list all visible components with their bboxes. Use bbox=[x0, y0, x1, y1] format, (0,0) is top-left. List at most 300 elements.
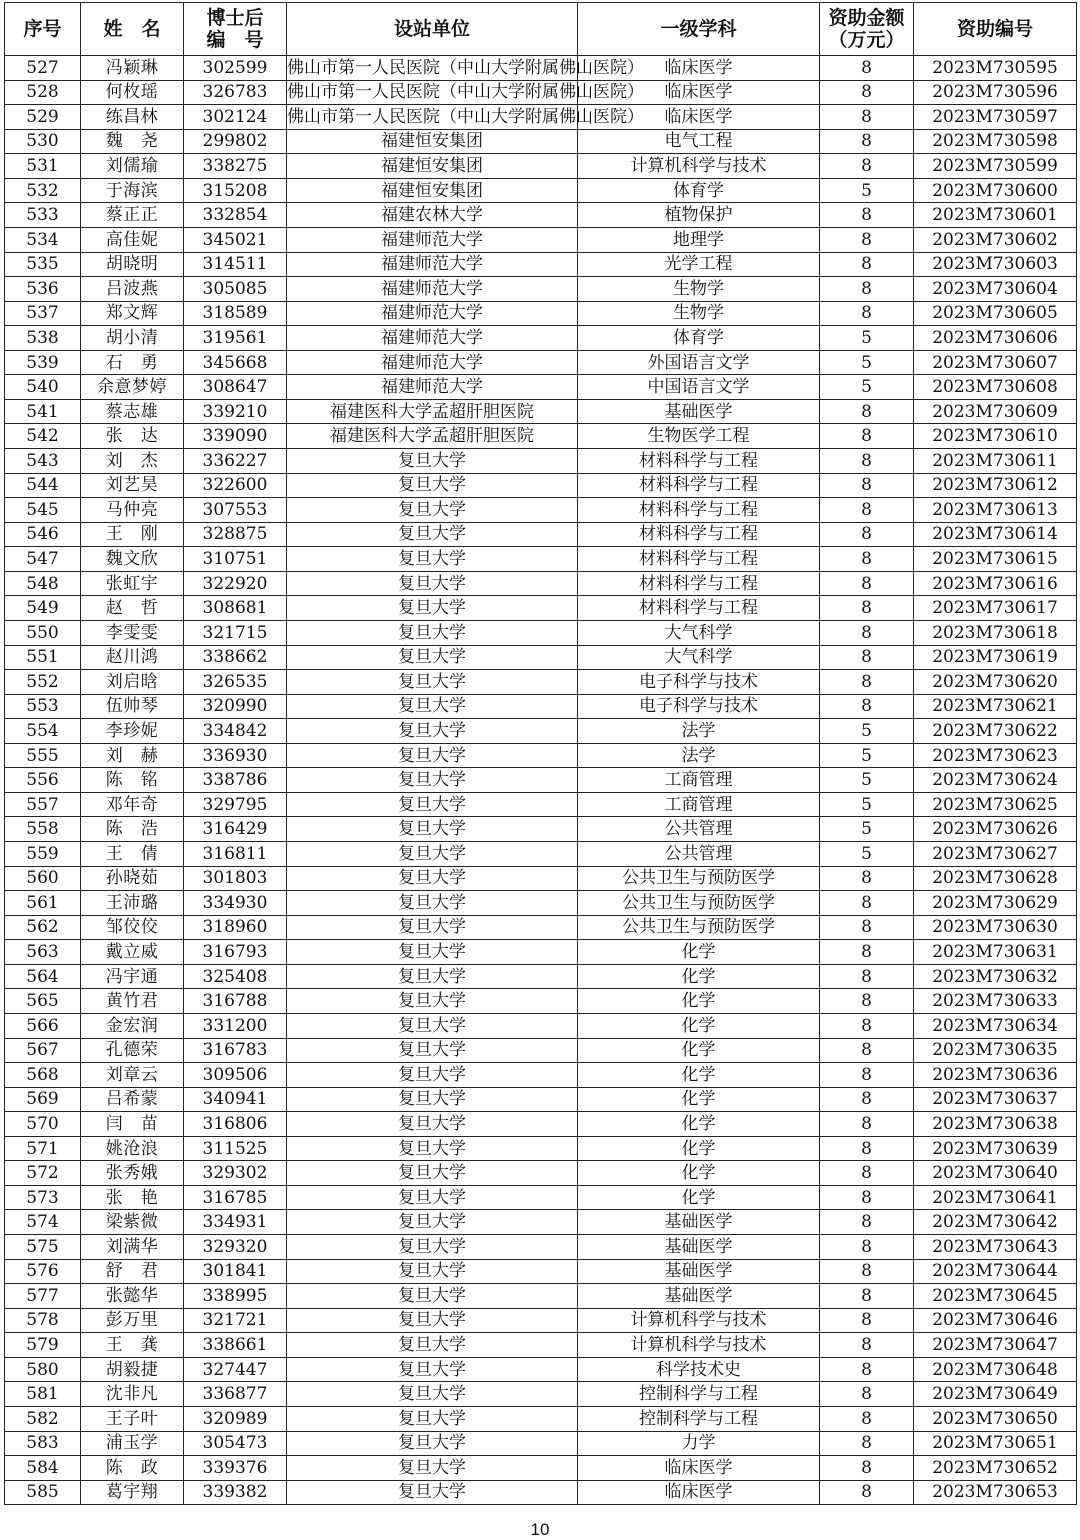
cell-unit: 复旦大学 bbox=[287, 1013, 578, 1038]
cell-discipline: 大气科学 bbox=[578, 645, 820, 670]
table-row bbox=[5, 1357, 1077, 1382]
cell-discipline: 临床医学 bbox=[578, 56, 820, 81]
cell-discipline: 生物学 bbox=[578, 277, 820, 302]
cell-name: 王 倩 bbox=[81, 842, 184, 867]
cell-name: 王 刚 bbox=[81, 522, 184, 547]
cell-discipline: 基础医学 bbox=[578, 1259, 820, 1284]
table-row bbox=[5, 1480, 1077, 1505]
table-row bbox=[5, 620, 1077, 645]
table-row bbox=[5, 1013, 1077, 1038]
cell-seq: 539 bbox=[5, 350, 81, 375]
cell-amount: 8 bbox=[820, 1308, 914, 1333]
cell-seq: 544 bbox=[5, 473, 81, 498]
table-row bbox=[5, 154, 1077, 179]
cell-unit: 福建师范大学 bbox=[287, 326, 578, 351]
cell-unit: 复旦大学 bbox=[287, 1382, 578, 1407]
cell-postdoc-id: 318960 bbox=[184, 915, 287, 940]
cell-amount: 8 bbox=[820, 498, 914, 523]
table-row bbox=[5, 596, 1077, 621]
cell-seq: 570 bbox=[5, 1112, 81, 1137]
cell-name: 孙晓茹 bbox=[81, 866, 184, 891]
cell-discipline: 体育学 bbox=[578, 326, 820, 351]
cell-discipline: 公共管理 bbox=[578, 842, 820, 867]
table-row bbox=[5, 1235, 1077, 1260]
cell-amount: 8 bbox=[820, 547, 914, 572]
cell-funding-id: 2023M730642 bbox=[914, 1210, 1077, 1235]
cell-funding-id: 2023M730647 bbox=[914, 1333, 1077, 1358]
cell-unit: 复旦大学 bbox=[287, 964, 578, 989]
cell-discipline: 基础医学 bbox=[578, 1284, 820, 1309]
roster-body bbox=[5, 56, 1077, 1505]
cell-name: 冯宇通 bbox=[81, 964, 184, 989]
cell-discipline: 化学 bbox=[578, 1185, 820, 1210]
cell-seq: 560 bbox=[5, 866, 81, 891]
table-row bbox=[5, 645, 1077, 670]
cell-postdoc-id: 318589 bbox=[184, 301, 287, 326]
cell-unit: 复旦大学 bbox=[287, 1333, 578, 1358]
cell-name: 胡毅捷 bbox=[81, 1357, 184, 1382]
cell-postdoc-id: 321721 bbox=[184, 1308, 287, 1333]
cell-discipline: 法学 bbox=[578, 719, 820, 744]
funding-roster-table bbox=[4, 2, 1077, 1505]
cell-amount: 5 bbox=[820, 743, 914, 768]
cell-seq: 535 bbox=[5, 252, 81, 277]
cell-funding-id: 2023M730636 bbox=[914, 1063, 1077, 1088]
table-row bbox=[5, 768, 1077, 793]
cell-unit: 复旦大学 bbox=[287, 1431, 578, 1456]
table-row bbox=[5, 1406, 1077, 1431]
cell-name: 陈 铭 bbox=[81, 768, 184, 793]
cell-postdoc-id: 322920 bbox=[184, 571, 287, 596]
cell-unit: 佛山市第一人民医院（中山大学附属佛山医院） bbox=[287, 80, 578, 105]
cell-seq: 572 bbox=[5, 1161, 81, 1186]
cell-postdoc-id: 316783 bbox=[184, 1038, 287, 1063]
cell-discipline: 大气科学 bbox=[578, 620, 820, 645]
table-row bbox=[5, 792, 1077, 817]
cell-seq: 551 bbox=[5, 645, 81, 670]
cell-name: 马仲亮 bbox=[81, 498, 184, 523]
cell-name: 何枚瑶 bbox=[81, 80, 184, 105]
cell-amount: 8 bbox=[820, 80, 914, 105]
cell-name: 金宏润 bbox=[81, 1013, 184, 1038]
cell-amount: 8 bbox=[820, 1284, 914, 1309]
cell-name: 魏文欣 bbox=[81, 547, 184, 572]
cell-funding-id: 2023M730630 bbox=[914, 915, 1077, 940]
cell-amount: 8 bbox=[820, 866, 914, 891]
cell-amount: 8 bbox=[820, 989, 914, 1014]
cell-funding-id: 2023M730607 bbox=[914, 350, 1077, 375]
cell-unit: 复旦大学 bbox=[287, 866, 578, 891]
cell-postdoc-id: 338275 bbox=[184, 154, 287, 179]
table-row bbox=[5, 80, 1077, 105]
header-seq: 序号 bbox=[5, 3, 81, 56]
cell-name: 戴立威 bbox=[81, 940, 184, 965]
cell-funding-id: 2023M730605 bbox=[914, 301, 1077, 326]
cell-postdoc-id: 329302 bbox=[184, 1161, 287, 1186]
cell-unit: 福建师范大学 bbox=[287, 277, 578, 302]
cell-postdoc-id: 321715 bbox=[184, 620, 287, 645]
cell-discipline: 生物医学工程 bbox=[578, 424, 820, 449]
cell-unit: 复旦大学 bbox=[287, 1357, 578, 1382]
cell-postdoc-id: 345021 bbox=[184, 227, 287, 252]
cell-amount: 8 bbox=[820, 1480, 914, 1505]
cell-postdoc-id: 339382 bbox=[184, 1480, 287, 1505]
cell-funding-id: 2023M730629 bbox=[914, 891, 1077, 916]
table-row bbox=[5, 1038, 1077, 1063]
cell-name: 姚沧浪 bbox=[81, 1136, 184, 1161]
cell-amount: 8 bbox=[820, 1406, 914, 1431]
cell-amount: 8 bbox=[820, 1136, 914, 1161]
cell-funding-id: 2023M730627 bbox=[914, 842, 1077, 867]
cell-name: 刘儒瑜 bbox=[81, 154, 184, 179]
table-row bbox=[5, 1112, 1077, 1137]
cell-funding-id: 2023M730615 bbox=[914, 547, 1077, 572]
cell-name: 王沛璐 bbox=[81, 891, 184, 916]
table-row bbox=[5, 375, 1077, 400]
cell-discipline: 电子科学与技术 bbox=[578, 694, 820, 719]
cell-name: 舒 君 bbox=[81, 1259, 184, 1284]
table-row bbox=[5, 743, 1077, 768]
cell-seq: 573 bbox=[5, 1185, 81, 1210]
cell-seq: 563 bbox=[5, 940, 81, 965]
table-row bbox=[5, 1136, 1077, 1161]
cell-funding-id: 2023M730641 bbox=[914, 1185, 1077, 1210]
cell-amount: 8 bbox=[820, 277, 914, 302]
cell-amount: 5 bbox=[820, 719, 914, 744]
cell-amount: 5 bbox=[820, 817, 914, 842]
cell-postdoc-id: 314511 bbox=[184, 252, 287, 277]
cell-unit: 复旦大学 bbox=[287, 547, 578, 572]
cell-amount: 5 bbox=[820, 350, 914, 375]
cell-unit: 复旦大学 bbox=[287, 1112, 578, 1137]
cell-name: 练昌林 bbox=[81, 105, 184, 130]
cell-amount: 8 bbox=[820, 1357, 914, 1382]
cell-funding-id: 2023M730652 bbox=[914, 1456, 1077, 1481]
table-row bbox=[5, 817, 1077, 842]
cell-discipline: 临床医学 bbox=[578, 1456, 820, 1481]
cell-discipline: 工商管理 bbox=[578, 792, 820, 817]
cell-funding-id: 2023M730651 bbox=[914, 1431, 1077, 1456]
cell-postdoc-id: 302124 bbox=[184, 105, 287, 130]
cell-funding-id: 2023M730612 bbox=[914, 473, 1077, 498]
cell-name: 陈 政 bbox=[81, 1456, 184, 1481]
cell-amount: 5 bbox=[820, 178, 914, 203]
cell-seq: 555 bbox=[5, 743, 81, 768]
cell-postdoc-id: 326783 bbox=[184, 80, 287, 105]
table-row bbox=[5, 1185, 1077, 1210]
table-row bbox=[5, 522, 1077, 547]
cell-amount: 8 bbox=[820, 1161, 914, 1186]
cell-unit: 复旦大学 bbox=[287, 1185, 578, 1210]
cell-postdoc-id: 308681 bbox=[184, 596, 287, 621]
cell-seq: 567 bbox=[5, 1038, 81, 1063]
cell-discipline: 化学 bbox=[578, 964, 820, 989]
cell-discipline: 植物保护 bbox=[578, 203, 820, 228]
table-row bbox=[5, 326, 1077, 351]
table-row bbox=[5, 203, 1077, 228]
cell-seq: 569 bbox=[5, 1087, 81, 1112]
cell-amount: 8 bbox=[820, 670, 914, 695]
cell-discipline: 基础医学 bbox=[578, 1235, 820, 1260]
cell-discipline: 材料科学与工程 bbox=[578, 596, 820, 621]
cell-postdoc-id: 339090 bbox=[184, 424, 287, 449]
cell-unit: 复旦大学 bbox=[287, 743, 578, 768]
cell-unit: 复旦大学 bbox=[287, 596, 578, 621]
cell-funding-id: 2023M730648 bbox=[914, 1357, 1077, 1382]
cell-seq: 575 bbox=[5, 1235, 81, 1260]
cell-unit: 复旦大学 bbox=[287, 1063, 578, 1088]
cell-seq: 529 bbox=[5, 105, 81, 130]
cell-seq: 536 bbox=[5, 277, 81, 302]
table-row bbox=[5, 571, 1077, 596]
cell-discipline: 公共卫生与预防医学 bbox=[578, 891, 820, 916]
cell-postdoc-id: 345668 bbox=[184, 350, 287, 375]
cell-amount: 8 bbox=[820, 645, 914, 670]
cell-name: 刘章云 bbox=[81, 1063, 184, 1088]
cell-funding-id: 2023M730621 bbox=[914, 694, 1077, 719]
cell-postdoc-id: 308647 bbox=[184, 375, 287, 400]
cell-amount: 8 bbox=[820, 1456, 914, 1481]
cell-funding-id: 2023M730618 bbox=[914, 620, 1077, 645]
header-discipline: 一级学科 bbox=[578, 3, 820, 56]
cell-funding-id: 2023M730631 bbox=[914, 940, 1077, 965]
cell-funding-id: 2023M730600 bbox=[914, 178, 1077, 203]
cell-discipline: 材料科学与工程 bbox=[578, 522, 820, 547]
cell-unit: 复旦大学 bbox=[287, 473, 578, 498]
cell-funding-id: 2023M730634 bbox=[914, 1013, 1077, 1038]
cell-discipline: 材料科学与工程 bbox=[578, 449, 820, 474]
cell-name: 刘 赫 bbox=[81, 743, 184, 768]
cell-name: 余意梦婷 bbox=[81, 375, 184, 400]
cell-unit: 复旦大学 bbox=[287, 842, 578, 867]
cell-unit: 复旦大学 bbox=[287, 645, 578, 670]
cell-unit: 复旦大学 bbox=[287, 1161, 578, 1186]
cell-name: 张 艳 bbox=[81, 1185, 184, 1210]
cell-funding-id: 2023M730643 bbox=[914, 1235, 1077, 1260]
cell-funding-id: 2023M730613 bbox=[914, 498, 1077, 523]
cell-discipline: 科学技术史 bbox=[578, 1357, 820, 1382]
cell-unit: 福建师范大学 bbox=[287, 375, 578, 400]
header-postdoc-id-line2: 编 号 bbox=[206, 29, 264, 51]
cell-funding-id: 2023M730644 bbox=[914, 1259, 1077, 1284]
cell-postdoc-id: 302599 bbox=[184, 56, 287, 81]
cell-amount: 8 bbox=[820, 129, 914, 154]
cell-funding-id: 2023M730624 bbox=[914, 768, 1077, 793]
cell-unit: 福建师范大学 bbox=[287, 227, 578, 252]
cell-seq: 532 bbox=[5, 178, 81, 203]
cell-funding-id: 2023M730598 bbox=[914, 129, 1077, 154]
cell-amount: 8 bbox=[820, 1112, 914, 1137]
cell-postdoc-id: 336227 bbox=[184, 449, 287, 474]
cell-seq: 538 bbox=[5, 326, 81, 351]
cell-unit: 福建恒安集团 bbox=[287, 154, 578, 179]
cell-discipline: 电气工程 bbox=[578, 129, 820, 154]
cell-name: 伍帅琴 bbox=[81, 694, 184, 719]
cell-unit: 佛山市第一人民医院（中山大学附属佛山医院） bbox=[287, 56, 578, 81]
cell-funding-id: 2023M730603 bbox=[914, 252, 1077, 277]
cell-discipline: 化学 bbox=[578, 1063, 820, 1088]
cell-postdoc-id: 338786 bbox=[184, 768, 287, 793]
cell-postdoc-id: 316811 bbox=[184, 842, 287, 867]
cell-postdoc-id: 301841 bbox=[184, 1259, 287, 1284]
cell-postdoc-id: 328875 bbox=[184, 522, 287, 547]
cell-unit: 复旦大学 bbox=[287, 1259, 578, 1284]
cell-unit: 复旦大学 bbox=[287, 449, 578, 474]
cell-discipline: 基础医学 bbox=[578, 399, 820, 424]
cell-unit: 复旦大学 bbox=[287, 817, 578, 842]
cell-funding-id: 2023M730614 bbox=[914, 522, 1077, 547]
cell-postdoc-id: 338662 bbox=[184, 645, 287, 670]
cell-postdoc-id: 340941 bbox=[184, 1087, 287, 1112]
cell-name: 沈非凡 bbox=[81, 1382, 184, 1407]
cell-funding-id: 2023M730646 bbox=[914, 1308, 1077, 1333]
cell-name: 张 达 bbox=[81, 424, 184, 449]
cell-unit: 复旦大学 bbox=[287, 1406, 578, 1431]
cell-name: 刘启晗 bbox=[81, 670, 184, 695]
cell-seq: 546 bbox=[5, 522, 81, 547]
cell-amount: 8 bbox=[820, 964, 914, 989]
cell-seq: 574 bbox=[5, 1210, 81, 1235]
cell-seq: 547 bbox=[5, 547, 81, 572]
cell-name: 蔡正正 bbox=[81, 203, 184, 228]
table-row bbox=[5, 694, 1077, 719]
table-row bbox=[5, 1308, 1077, 1333]
cell-postdoc-id: 316806 bbox=[184, 1112, 287, 1137]
table-row bbox=[5, 301, 1077, 326]
table-row bbox=[5, 252, 1077, 277]
cell-postdoc-id: 334842 bbox=[184, 719, 287, 744]
cell-name: 刘满华 bbox=[81, 1235, 184, 1260]
cell-name: 闫 苗 bbox=[81, 1112, 184, 1137]
cell-amount: 8 bbox=[820, 940, 914, 965]
cell-discipline: 外国语言文学 bbox=[578, 350, 820, 375]
cell-amount: 8 bbox=[820, 449, 914, 474]
cell-postdoc-id: 310751 bbox=[184, 547, 287, 572]
cell-funding-id: 2023M730623 bbox=[914, 743, 1077, 768]
cell-postdoc-id: 301803 bbox=[184, 866, 287, 891]
cell-discipline: 化学 bbox=[578, 1013, 820, 1038]
cell-seq: 577 bbox=[5, 1284, 81, 1309]
cell-unit: 复旦大学 bbox=[287, 1284, 578, 1309]
cell-funding-id: 2023M730649 bbox=[914, 1382, 1077, 1407]
cell-unit: 复旦大学 bbox=[287, 670, 578, 695]
cell-name: 吕波燕 bbox=[81, 277, 184, 302]
cell-seq: 568 bbox=[5, 1063, 81, 1088]
table-row bbox=[5, 1284, 1077, 1309]
cell-seq: 549 bbox=[5, 596, 81, 621]
cell-funding-id: 2023M730635 bbox=[914, 1038, 1077, 1063]
cell-discipline: 临床医学 bbox=[578, 105, 820, 130]
cell-amount: 8 bbox=[820, 105, 914, 130]
cell-name: 胡小清 bbox=[81, 326, 184, 351]
cell-unit: 复旦大学 bbox=[287, 1235, 578, 1260]
cell-name: 张懿华 bbox=[81, 1284, 184, 1309]
cell-name: 葛宇翔 bbox=[81, 1480, 184, 1505]
cell-funding-id: 2023M730619 bbox=[914, 645, 1077, 670]
cell-amount: 8 bbox=[820, 620, 914, 645]
cell-amount: 8 bbox=[820, 1038, 914, 1063]
cell-discipline: 生物学 bbox=[578, 301, 820, 326]
cell-name: 陈 浩 bbox=[81, 817, 184, 842]
table-row bbox=[5, 1210, 1077, 1235]
cell-postdoc-id: 336930 bbox=[184, 743, 287, 768]
cell-funding-id: 2023M730595 bbox=[914, 56, 1077, 81]
cell-name: 李珍妮 bbox=[81, 719, 184, 744]
cell-discipline: 材料科学与工程 bbox=[578, 498, 820, 523]
cell-seq: 548 bbox=[5, 571, 81, 596]
header-amount-line2: （万元） bbox=[828, 29, 905, 51]
table-row bbox=[5, 1063, 1077, 1088]
cell-seq: 554 bbox=[5, 719, 81, 744]
table-row bbox=[5, 277, 1077, 302]
cell-unit: 复旦大学 bbox=[287, 571, 578, 596]
cell-funding-id: 2023M730610 bbox=[914, 424, 1077, 449]
cell-funding-id: 2023M730606 bbox=[914, 326, 1077, 351]
cell-funding-id: 2023M730616 bbox=[914, 571, 1077, 596]
cell-postdoc-id: 326535 bbox=[184, 670, 287, 695]
cell-seq: 580 bbox=[5, 1357, 81, 1382]
cell-funding-id: 2023M730602 bbox=[914, 227, 1077, 252]
table-row bbox=[5, 989, 1077, 1014]
cell-funding-id: 2023M730609 bbox=[914, 399, 1077, 424]
table-row bbox=[5, 1161, 1077, 1186]
table-row bbox=[5, 547, 1077, 572]
cell-funding-id: 2023M730653 bbox=[914, 1480, 1077, 1505]
cell-seq: 578 bbox=[5, 1308, 81, 1333]
cell-postdoc-id: 338661 bbox=[184, 1333, 287, 1358]
cell-seq: 584 bbox=[5, 1456, 81, 1481]
header-row bbox=[5, 3, 1077, 56]
cell-funding-id: 2023M730628 bbox=[914, 866, 1077, 891]
cell-funding-id: 2023M730597 bbox=[914, 105, 1077, 130]
cell-unit: 福建师范大学 bbox=[287, 350, 578, 375]
cell-postdoc-id: 329320 bbox=[184, 1235, 287, 1260]
cell-discipline: 计算机科学与技术 bbox=[578, 1333, 820, 1358]
cell-postdoc-id: 339376 bbox=[184, 1456, 287, 1481]
cell-unit: 复旦大学 bbox=[287, 620, 578, 645]
cell-discipline: 控制科学与工程 bbox=[578, 1382, 820, 1407]
cell-name: 吕希蒙 bbox=[81, 1087, 184, 1112]
cell-discipline: 法学 bbox=[578, 743, 820, 768]
cell-name: 浦玉学 bbox=[81, 1431, 184, 1456]
cell-amount: 8 bbox=[820, 694, 914, 719]
cell-name: 李雯雯 bbox=[81, 620, 184, 645]
cell-postdoc-id: 331200 bbox=[184, 1013, 287, 1038]
cell-amount: 8 bbox=[820, 1333, 914, 1358]
cell-postdoc-id: 316429 bbox=[184, 817, 287, 842]
cell-unit: 复旦大学 bbox=[287, 915, 578, 940]
cell-postdoc-id: 316785 bbox=[184, 1185, 287, 1210]
header-funding-id: 资助编号 bbox=[914, 3, 1077, 56]
cell-postdoc-id: 316788 bbox=[184, 989, 287, 1014]
cell-funding-id: 2023M730639 bbox=[914, 1136, 1077, 1161]
header-amount bbox=[820, 3, 914, 56]
cell-discipline: 材料科学与工程 bbox=[578, 473, 820, 498]
cell-postdoc-id: 322600 bbox=[184, 473, 287, 498]
cell-discipline: 化学 bbox=[578, 989, 820, 1014]
cell-seq: 545 bbox=[5, 498, 81, 523]
cell-funding-id: 2023M730626 bbox=[914, 817, 1077, 842]
cell-name: 邹佼佼 bbox=[81, 915, 184, 940]
header-amount-line1: 资助金额 bbox=[828, 7, 905, 29]
cell-amount: 8 bbox=[820, 399, 914, 424]
table-row bbox=[5, 178, 1077, 203]
table-row bbox=[5, 915, 1077, 940]
cell-amount: 8 bbox=[820, 1382, 914, 1407]
cell-name: 彭万里 bbox=[81, 1308, 184, 1333]
table-row bbox=[5, 964, 1077, 989]
cell-name: 梁紫微 bbox=[81, 1210, 184, 1235]
